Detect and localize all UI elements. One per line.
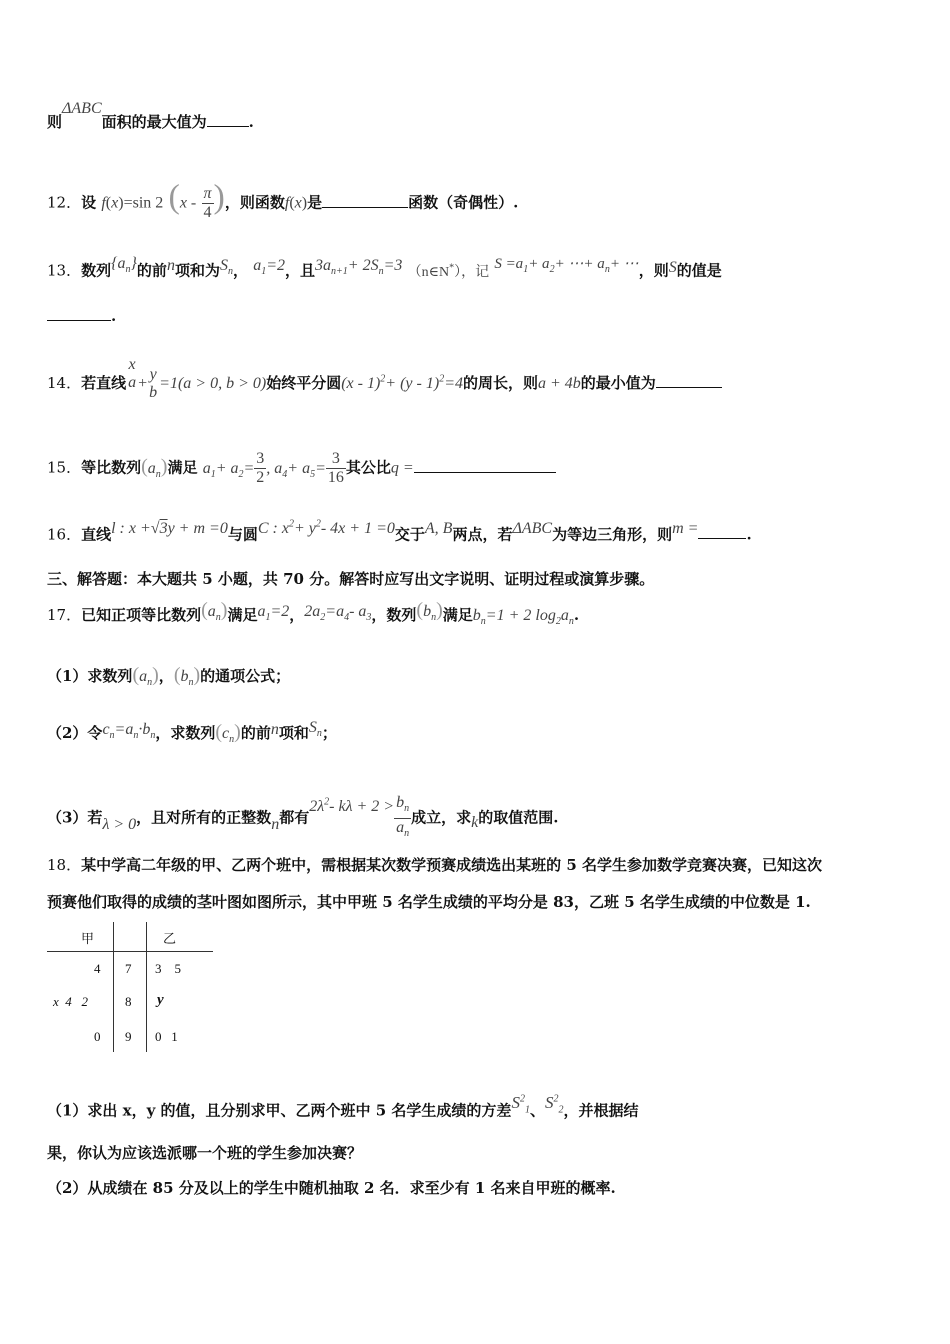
q17-part3: （3）若λ > 0，且对所有的正整数n都有$2\lambda^2-$ kλ + 2 > $\frac{b_n}{a_n}$ 成立，求k的取值范围. [47,794,559,840]
q13-answer-line: . [47,306,116,326]
q11-line: 则ΔABC面积的最大值为 . [47,100,254,131]
q17-part2: （2）令$c_n=a_n\cdot b_n$，求数列$(c_n)$的前n项和$S_n$； [47,719,337,746]
q16-line: 16．直线l : x +√3y + m =0与圆C : $x^2+ y^2-$ 4x + 1 =0交于A, B两点，若ΔABC为等边三角形，则m = . [47,519,752,544]
fraction-pi-4: $\frac{\pi}{4}$ [203,185,212,221]
q18-line2: 预赛他们取得的成绩的茎叶图如图所示，其中甲班 5 名学生成绩的平均分是 83，乙班 5 名学生成绩的中位数是 1. [47,893,811,911]
answer-blank [207,112,249,127]
plot-right-rule [146,922,147,1052]
q18-part1-cont: 果，你认为应该选派哪一个班的学生参加决赛？ [47,1144,363,1162]
leaf-left-row3: 0 [94,1029,101,1044]
q17-line: 17．已知正项等比数列$(a_n)$满足$a_1=2$，$2a_2=a_4-$ $a_3$，数列$(b_n)$满足$b_n=1 + 2$ $\log_2a_n$. [47,599,580,628]
q12-line: 12．设 f(x)=sin 2 (x - $\frac{\pi}{4}$ )，则函数f(x)是 函数（奇偶性）. [47,178,519,221]
answer-blank [698,524,746,539]
stem-row3: 9 [125,1029,132,1044]
q13-line: 13．数列$\{a_n\}$的前n项和为$S_n$， $a_1=2$，且$3a_{n+1}+ 2S_n=3$ （n∈N*），记 $S =a_1+ a_2+$ ⋯+ $a_n+$ ⋯，则S的值是 [47,254,722,280]
answer-blank [414,458,556,473]
q18-part1: （1）求出 x，y 的值，且分别求甲、乙两个班中 5 名学生成绩的方差$S^2_1$、$S^2_2$，并根据结 [47,1092,639,1120]
stem-row2: 8 [125,994,132,1009]
answer-blank [322,193,408,208]
leaf-right-row1: 3 5 [155,961,181,976]
answer-blank [656,373,722,388]
section-3-heading: 三、解答题：本大题共 5 小题，共 70 分。解答时应写出文字说明、证明过程或演算步骤。 [47,570,655,588]
leaf-left-row2: x 4 2 [53,994,89,1009]
stem-leaf-plot [47,922,217,1052]
q18-line1: 18．某中学高二年级的甲、乙两个班中，需根据某次数学预赛成绩选出某班的 5 名学生参加数学竞赛决赛，已知这次 [47,856,822,874]
header-class-a: 甲 [81,932,95,947]
answer-blank [47,306,111,321]
leaf-right-row2: y [157,992,164,1008]
q18-part2: （2）从成绩在 85 分及以上的学生中随机抽取 2 名．求至少有 1 名来自甲班的概率. [47,1179,616,1197]
q17-part1: （1）求数列$(a_n)$，$(b_n)$的通项公式； [47,664,291,689]
leaf-right-row3: 0 1 [155,1029,178,1044]
triangle-abc: ΔABC [62,100,102,117]
q15-line: 15．等比数列$(a_n)$满足 $a_1+ a_2=$ $\frac{3}{2}$ , $a_4+ a_5=$ $\frac{3}{16}$ 其公比q = [47,450,556,487]
leaf-left-row1: 4 [94,961,101,976]
header-class-b: 乙 [163,932,177,947]
plot-header-rule [47,951,213,952]
stem-row1: 7 [125,961,132,976]
q14-line: 14．若直线 x a + y b =1(a > 0, b > 0)始终平分圆(x - 1)$^2$+ (y - 1)$^2$=4的周长，则a + 4b的最小值为 [47,366,722,402]
plot-left-rule [113,922,114,1052]
